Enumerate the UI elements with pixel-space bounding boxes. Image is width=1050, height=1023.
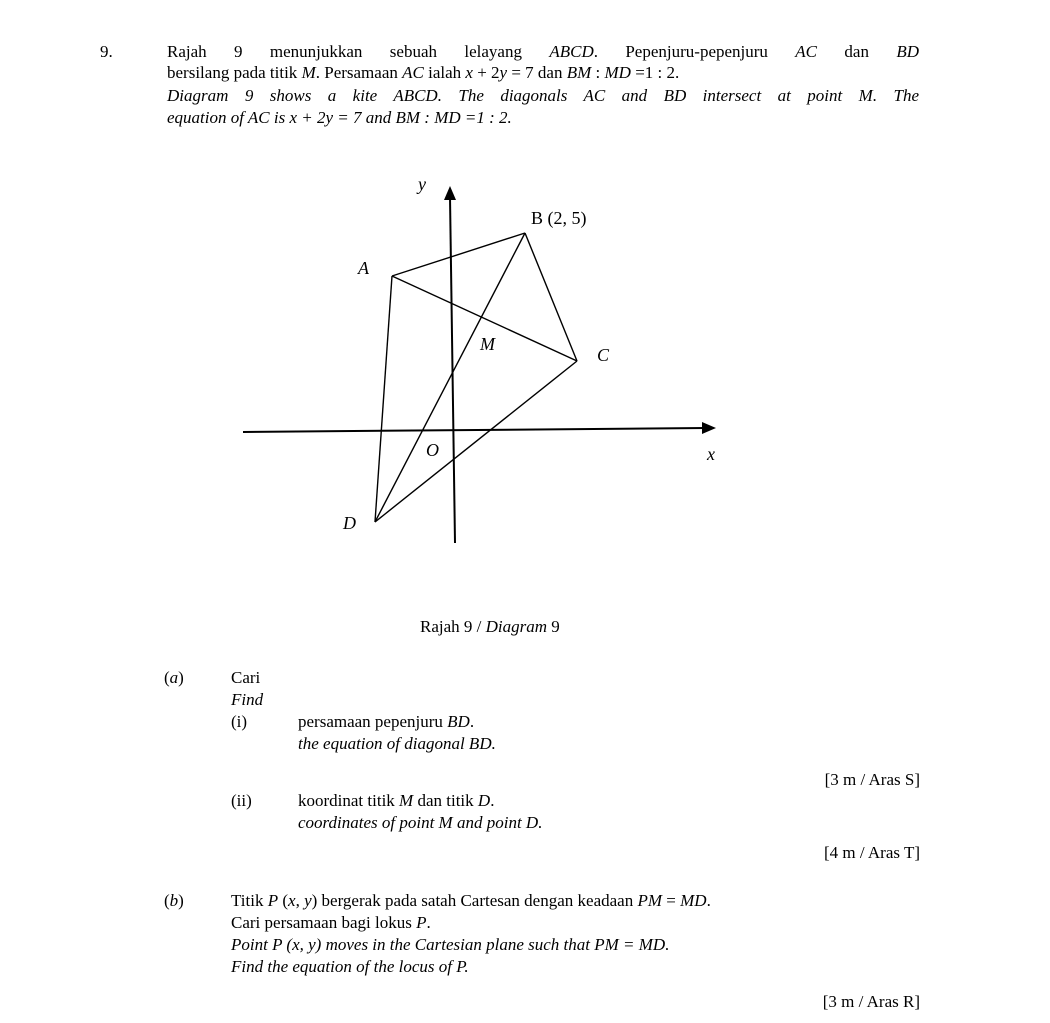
- part-b-label: (b): [164, 891, 184, 910]
- part-a-i-mark: [3 m / Aras S]: [824, 770, 920, 789]
- part-b-mark: [3 m / Aras R]: [822, 992, 920, 1011]
- x-axis-arrow-icon: [702, 422, 716, 434]
- part-a-label: (a): [164, 668, 184, 687]
- point-d-label: D: [343, 513, 356, 533]
- part-b-malay-line-2: Cari persamaan bagi lokus P.: [231, 913, 431, 932]
- x-axis-label: x: [707, 444, 715, 464]
- part-a-english: Find: [231, 690, 264, 709]
- part-a-ii-malay: koordinat titik M dan titik D.: [298, 791, 495, 810]
- part-a-ii-english: coordinates of point M and point D.: [298, 813, 543, 832]
- edge-bc: [525, 233, 577, 361]
- edge-ab: [392, 233, 525, 276]
- point-b-label: B (2, 5): [531, 208, 587, 228]
- point-c-label: C: [597, 345, 610, 365]
- edge-da: [375, 276, 392, 522]
- y-axis-arrow-icon: [444, 186, 456, 200]
- question-number: 9.: [100, 42, 113, 61]
- question-english-line-2: equation of AC is x + 2y = 7 and BM : MD =1 : 2.: [167, 108, 512, 127]
- part-a-ii-label: (ii): [231, 791, 252, 810]
- question-malay-line-1: Rajah 9 menunjukkan sebuah lelayang ABCD. Pepenjuru-pepenjuru AC dan BD: [167, 42, 919, 61]
- part-a-i-malay: persamaan pepenjuru BD.: [298, 712, 475, 731]
- question-malay-line-2: bersilang pada titik M. Persamaan AC ialah x + 2y = 7 dan BM : MD =1 : 2.: [167, 63, 680, 82]
- origin-label: O: [426, 440, 439, 460]
- part-a-i-label: (i): [231, 712, 248, 731]
- part-a-malay: Cari: [231, 668, 261, 687]
- diagram-caption: Rajah 9 / Diagram 9: [420, 617, 560, 636]
- part-a-ii-mark: [4 m / Aras T]: [823, 843, 920, 862]
- part-b-english-line-1: Point P (x, y) moves in the Cartesian plane such that PM = MD.: [231, 935, 670, 954]
- part-a-i-english: the equation of diagonal BD.: [298, 734, 496, 753]
- x-axis: [243, 428, 706, 432]
- point-a-label: A: [358, 258, 369, 278]
- part-b-english-line-2: Find the equation of the locus of P.: [231, 957, 469, 976]
- edge-cd: [375, 361, 577, 522]
- diagonal-bd: [375, 233, 525, 522]
- y-axis-label: y: [418, 174, 426, 194]
- point-m-label: M: [480, 334, 495, 354]
- question-english-line-1: Diagram 9 shows a kite ABCD. The diagonals AC and BD intersect at point M. The: [167, 86, 919, 105]
- part-b-malay-line-1: Titik P (x, y) bergerak pada satah Cartesan dengan keadaan PM = MD.: [231, 891, 711, 910]
